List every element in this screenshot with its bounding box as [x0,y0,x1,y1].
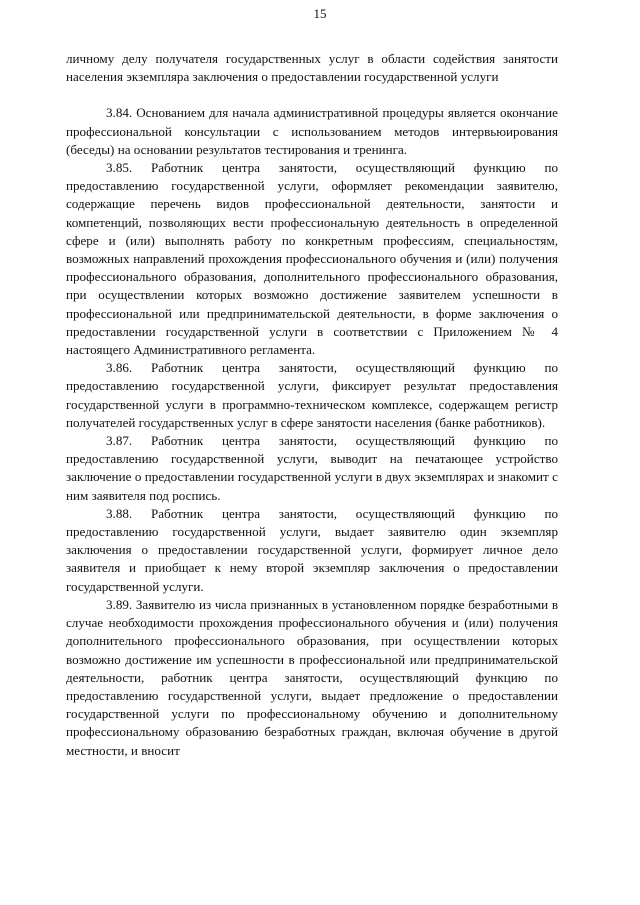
paragraph-continuation: личному делу получателя государственных услуг в области содействия занятости населения экземпляра заключения о предоставлении государственной услуги [66,51,558,85]
paragraph-3-88: 3.88. Работник центра занятости, осуществляющий функцию по предоставлению государственной услуги, выдает заявителю один экземпляр заключения о предоставлении государственной услуги, формирует личное дело заявителя и приобщает к нему второй экземпляр заключения о предоставлении государственной услуги. [66,505,558,594]
paragraph-3-89: 3.89. Заявителю из числа признанных в установленном порядке безработными в случае необходимости прохождения профессионального обучения и (или) получения дополнительного профессионального образования, при осуществлении которых возможно достижение им успешности в профессиональной или предпринимательской деятельности, работник центра занятости, осуществляющий функцию по предоставлению государственной услуги, выдает предложение о предоставлении государственной услуги по профессиональному обучению и дополнительному профессиональному образованию безработных граждан, включая обучение в другой местности, и вносит [66,596,558,758]
page-number: 15 [313,6,327,21]
paragraph-3-86: 3.86. Работник центра занятости, осуществляющий функцию по предоставлению государственной услуги, фиксирует результат предоставления государственной услуги в программно-техническом комплексе, содержащем регистр получателей государственных услуг в сфере занятости населения (банке работников). [66,360,558,430]
paragraph-3-87: 3.87. Работник центра занятости, осуществляющий функцию по предоставлению государственной услуги, выводит на печатающее устройство заключение о предоставлении государственной услуги в двух экземплярах и знакомит с ним заявителя под роспись. [66,433,558,503]
paragraph-3-84: 3.84. Основанием для начала административной процедуры является окончание профессиональной консультации с использованием методов интервьюирования (беседы) на основании результатов тестирования и тренинга. [66,105,558,157]
paragraph-3-85: 3.85. Работник центра занятости, осуществляющий функцию по предоставлению государственной услуги, оформляет рекомендации заявителю, содержащие перечень видов профессиональной деятельности, занятости и компетенций, позволяющих вести профессиональную деятельность в определенной сфере и (или) выполнять работу по конкретным профессиям, специальностям, возможных направлений прохождения профессионального обучения и (или) получения профессионального образования, дополнительного профессионального образования, при осуществлении которых возможно достижение заявителем успешности в профессиональной или предпринимательской деятельности, в форме заключения о предоставлении государственной услуги в соответствии с Приложением № 4 настоящего Административного регламента. [66,160,558,358]
document-body [66,50,558,760]
